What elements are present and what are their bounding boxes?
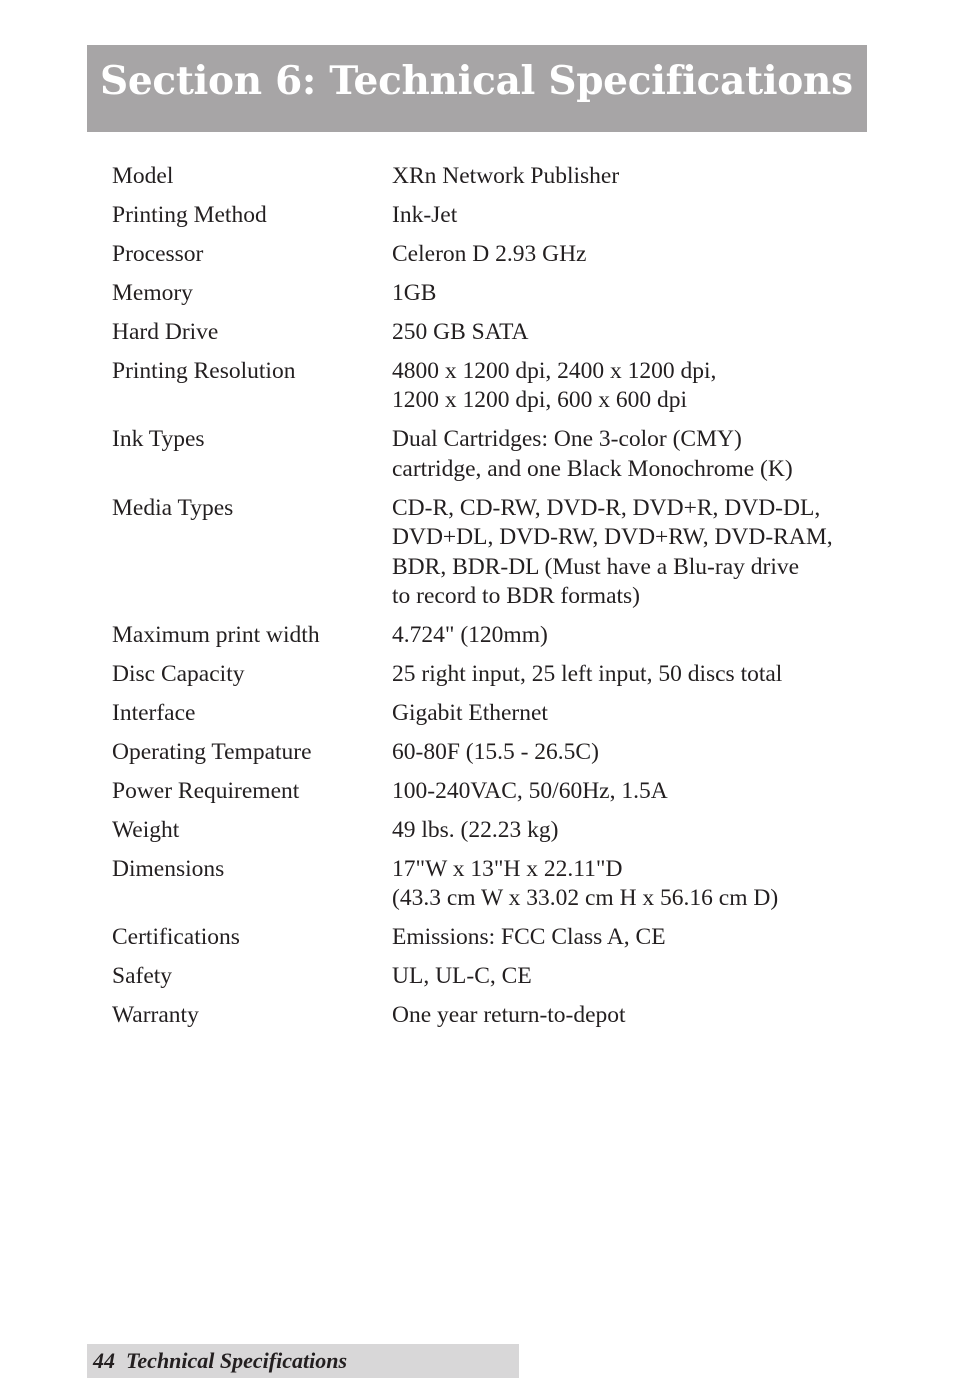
section-title: Section 6: Technical Specifications (100, 58, 853, 104)
spec-value-line: 250 GB SATA (392, 319, 529, 345)
spec-value-line: Ink-Jet (392, 202, 458, 228)
spec-label: Printing Resolution (112, 358, 296, 384)
spec-value-line: 49 lbs. (22.23 kg) (392, 817, 559, 844)
spec-label: Certifications (112, 924, 240, 951)
spec-value-line: 1200 x 1200 dpi, 600 x 600 dpi (392, 387, 688, 414)
spec-label: Safety (112, 963, 173, 990)
spec-value (392, 923, 872, 952)
spec-value-line: 17"W x 13"H x 22.11"D (392, 856, 623, 883)
spec-row (112, 279, 872, 308)
spec-value (392, 162, 872, 191)
spec-row (112, 357, 872, 416)
spec-row (112, 494, 872, 612)
spec-value-line: cartridge, and one Black Monochrome (K) (392, 455, 793, 482)
spec-label: Media Types (112, 494, 234, 521)
spec-row (112, 962, 872, 991)
spec-label: Memory (112, 280, 193, 306)
section-header-band (87, 45, 867, 132)
page-number: 44 (93, 1348, 115, 1373)
spec-row (112, 621, 872, 650)
spec-value (392, 816, 872, 845)
spec-value-line: XRn Network Publisher (392, 163, 620, 189)
spec-value-line: CD-R, CD-RW, DVD-R, DVD+R, DVD-DL, (392, 494, 821, 521)
spec-row (112, 816, 872, 845)
spec-row (112, 699, 872, 728)
spec-value (392, 357, 872, 416)
spec-value (392, 962, 872, 991)
footer-section-name: Technical Specifications (126, 1348, 348, 1373)
spec-label: Processor (112, 241, 204, 267)
spec-row (112, 425, 872, 484)
spec-value-line: BDR, BDR-DL (Must have a Blu-ray drive (392, 553, 800, 580)
spec-label: Weight (112, 817, 180, 844)
spec-label: Ink Types (112, 426, 205, 453)
spec-value (392, 279, 872, 308)
spec-value-line: 4800 x 1200 dpi, 2400 x 1200 dpi, (392, 358, 717, 384)
spec-value-line: (43.3 cm W x 33.02 cm H x 56.16 cm D) (392, 885, 779, 912)
spec-value (392, 855, 872, 914)
spec-value-line: Dual Cartridges: One 3-color (CMY) (392, 426, 742, 453)
spec-label: Model (112, 163, 174, 189)
spec-row (112, 660, 872, 689)
spec-value (392, 1001, 872, 1030)
spec-label: Interface (112, 700, 196, 727)
spec-value-line: 60-80F (15.5 - 26.5C) (392, 739, 599, 766)
spec-value (392, 738, 872, 767)
spec-value-line: 1GB (392, 280, 437, 306)
spec-value (392, 621, 872, 650)
spec-value-line: 25 right input, 25 left input, 50 discs total (392, 661, 783, 688)
spec-value (392, 318, 872, 347)
spec-value (392, 660, 872, 689)
spec-value-line: Celeron D 2.93 GHz (392, 241, 587, 267)
spec-label: Printing Method (112, 202, 267, 228)
spec-row (112, 318, 872, 347)
spec-value (392, 699, 872, 728)
spec-label: Operating Tempature (112, 739, 312, 766)
spec-label: Hard Drive (112, 319, 219, 345)
spec-row (112, 738, 872, 767)
spec-value-line: Emissions: FCC Class A, CE (392, 924, 666, 951)
spec-row (112, 201, 872, 230)
footer-text (93, 1347, 347, 1375)
spec-value (392, 425, 872, 484)
spec-row (112, 777, 872, 806)
spec-row (112, 162, 872, 191)
spec-value (392, 201, 872, 230)
spec-value-line: 100-240VAC, 50/60Hz, 1.5A (392, 778, 668, 805)
spec-row (112, 1001, 872, 1030)
spec-value-line: to record to BDR formats) (392, 583, 641, 610)
spec-label: Warranty (112, 1002, 199, 1029)
spec-value-line: Gigabit Ethernet (392, 700, 548, 727)
spec-row (112, 923, 872, 952)
spec-value (392, 777, 872, 806)
spec-row (112, 855, 872, 914)
spec-label: Power Requirement (112, 778, 300, 805)
spec-value (392, 240, 872, 269)
spec-value-line: UL, UL-C, CE (392, 963, 532, 990)
spec-value-line: DVD+DL, DVD-RW, DVD+RW, DVD-RAM, (392, 524, 833, 551)
spec-label: Disc Capacity (112, 661, 245, 688)
spec-label: Dimensions (112, 856, 225, 883)
spec-value (392, 494, 872, 612)
spec-value-line: One year return-to-depot (392, 1002, 626, 1029)
spec-value-line: 4.724" (120mm) (392, 622, 548, 649)
spec-label: Maximum print width (112, 622, 320, 649)
page-footer (87, 1344, 519, 1378)
spec-table (112, 162, 872, 1040)
spec-row (112, 240, 872, 269)
